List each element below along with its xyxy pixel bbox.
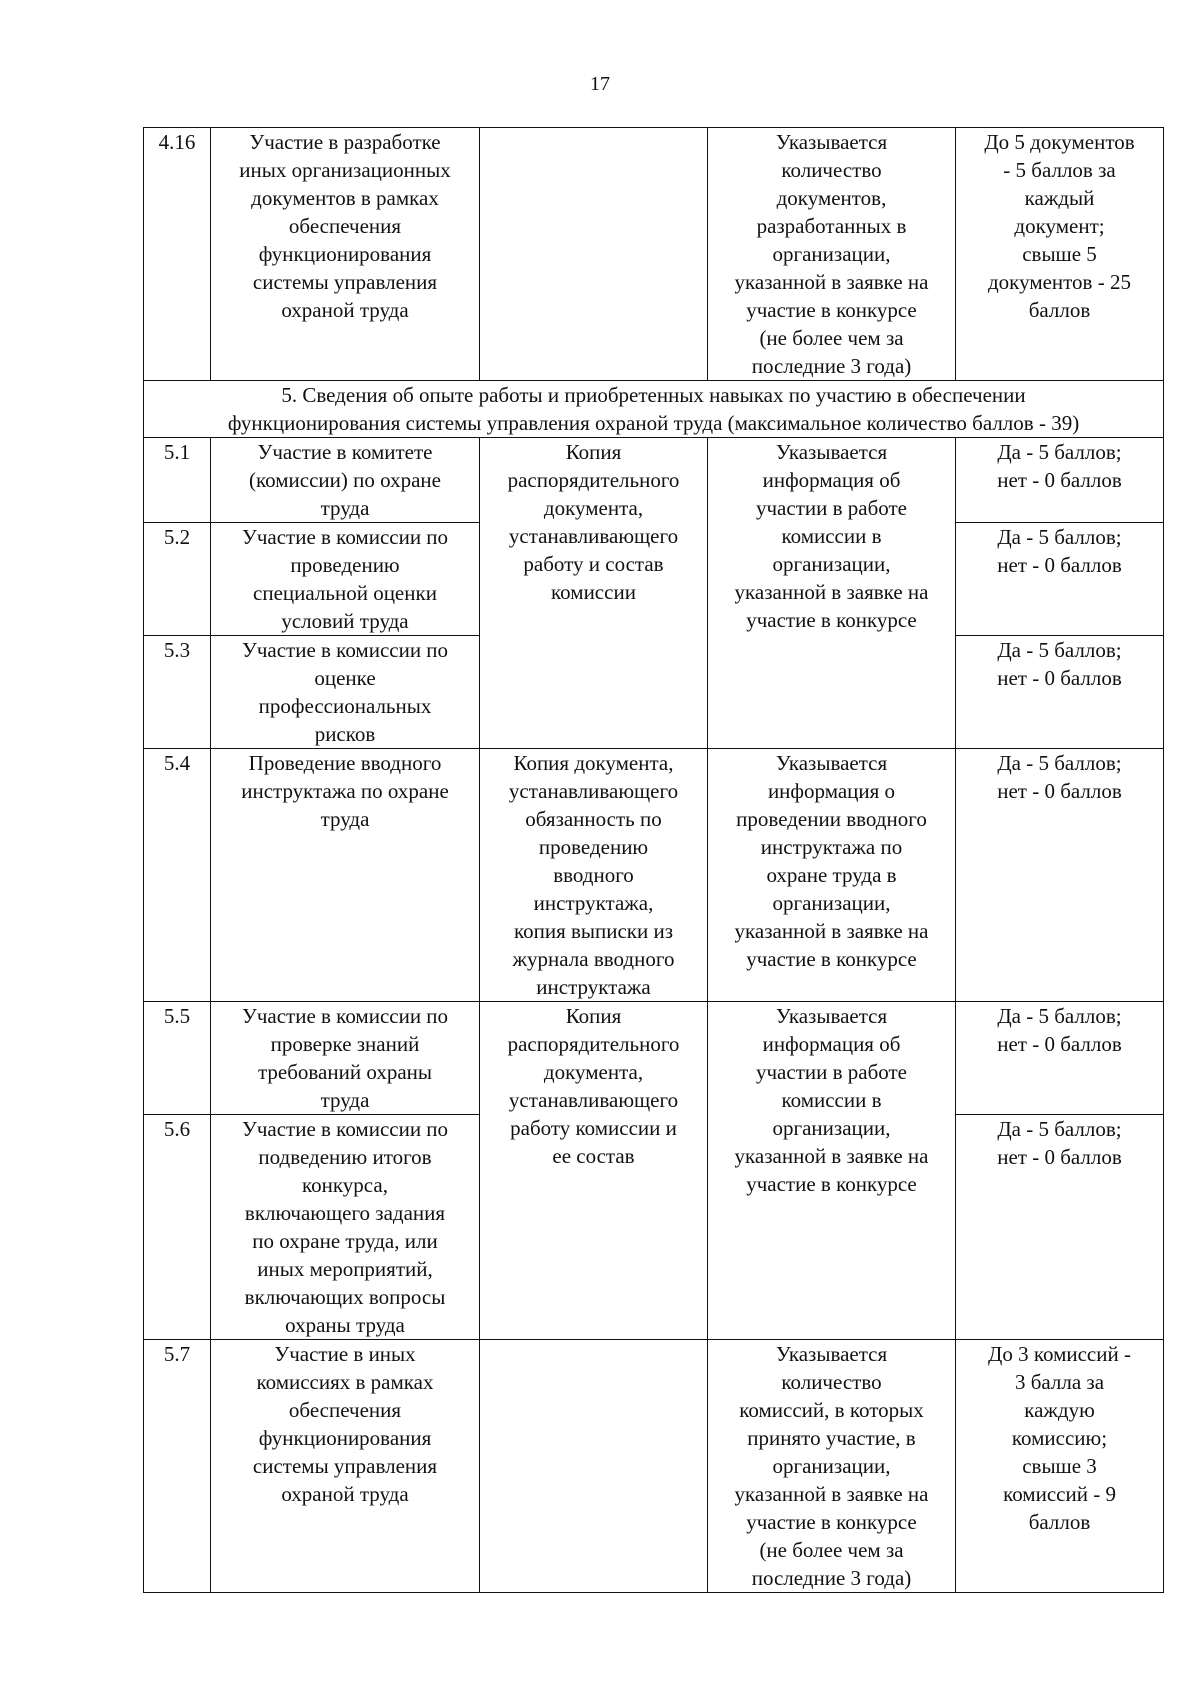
score-cell: Да - 5 баллов; нет - 0 баллов: [956, 636, 1164, 749]
criterion-cell: Участие в разработке иных организационных документов в рамках обеспечения функционирования системы управления охраной труда: [211, 128, 480, 381]
score-cell: До 3 комиссий - 3 балла за каждую комиссию; свыше 3 комиссий - 9 баллов: [956, 1340, 1164, 1593]
info-cell-merged: Указывается информация об участии в работе комиссии в организации, указанной в заявке на участие в конкурсе: [708, 438, 956, 749]
criterion-cell: Проведение вводного инструктажа по охране труда: [211, 749, 480, 1002]
info-cell: Указывается количество документов, разработанных в организации, указанной в заявке на участие в конкурсе (не более чем за последние 3 года): [708, 128, 956, 381]
criterion-cell: Участие в комиссии по проведению специальной оценки условий труда: [211, 523, 480, 636]
document-cell-merged: Копия распорядительного документа, устанавливающего работу комиссии и ее состав: [480, 1002, 708, 1340]
criterion-cell: Участие в иных комиссиях в рамках обеспечения функционирования системы управления охраной труда: [211, 1340, 480, 1593]
info-cell-merged: Указывается информация об участии в работе комиссии в организации, указанной в заявке на участие в конкурсе: [708, 1002, 956, 1340]
document-cell-merged: Копия распорядительного документа, устанавливающего работу и состав комиссии: [480, 438, 708, 749]
score-cell: Да - 5 баллов; нет - 0 баллов: [956, 749, 1164, 1002]
criterion-cell: Участие в комитете (комиссии) по охране труда: [211, 438, 480, 523]
row-number: 5.2: [144, 523, 211, 636]
criterion-cell: Участие в комиссии по оценке профессиональных рисков: [211, 636, 480, 749]
info-cell: Указывается количество комиссий, в которых принято участие, в организации, указанной в заявке на участие в конкурсе (не более чем за последние 3 года): [708, 1340, 956, 1593]
criterion-cell: Участие в комиссии по подведению итогов конкурса, включающего задания по охране труда, или иных мероприятий, включающих вопросы охраны труда: [211, 1115, 480, 1340]
info-cell: Указывается информация о проведении вводного инструктажа по охране труда в организации, указанной в заявке на участие в конкурсе: [708, 749, 956, 1002]
score-cell: Да - 5 баллов; нет - 0 баллов: [956, 1115, 1164, 1340]
row-number: 5.3: [144, 636, 211, 749]
document-cell: Копия документа, устанавливающего обязанность по проведению вводного инструктажа, копия выписки из журнала вводного инструктажа: [480, 749, 708, 1002]
section-header-row: [144, 381, 1164, 438]
score-cell: Да - 5 баллов; нет - 0 баллов: [956, 1002, 1164, 1115]
table-row-5-7: [144, 1340, 1164, 1593]
table-row-5-1: [144, 438, 1164, 523]
criterion-cell: Участие в комиссии по проверке знаний требований охраны труда: [211, 1002, 480, 1115]
table-row-5-5: [144, 1002, 1164, 1115]
score-cell: Да - 5 баллов; нет - 0 баллов: [956, 523, 1164, 636]
row-number: 5.7: [144, 1340, 211, 1593]
table-row-5-4: [144, 749, 1164, 1002]
criteria-table: [143, 127, 1164, 1593]
document-cell: [480, 128, 708, 381]
section-5-title: 5. Сведения об опыте работы и приобретенных навыках по участию в обеспечении функционирования системы управления охраной труда (максимальное количество баллов - 39): [144, 381, 1164, 438]
table-row-4-16: [144, 128, 1164, 381]
row-number: 5.6: [144, 1115, 211, 1340]
row-number: 5.1: [144, 438, 211, 523]
document-cell: [480, 1340, 708, 1593]
score-cell: До 5 документов - 5 баллов за каждый документ; свыше 5 документов - 25 баллов: [956, 128, 1164, 381]
score-cell: Да - 5 баллов; нет - 0 баллов: [956, 438, 1164, 523]
row-number: 4.16: [144, 128, 211, 381]
row-number: 5.5: [144, 1002, 211, 1115]
row-number: 5.4: [144, 749, 211, 1002]
page-number: 17: [590, 73, 610, 95]
